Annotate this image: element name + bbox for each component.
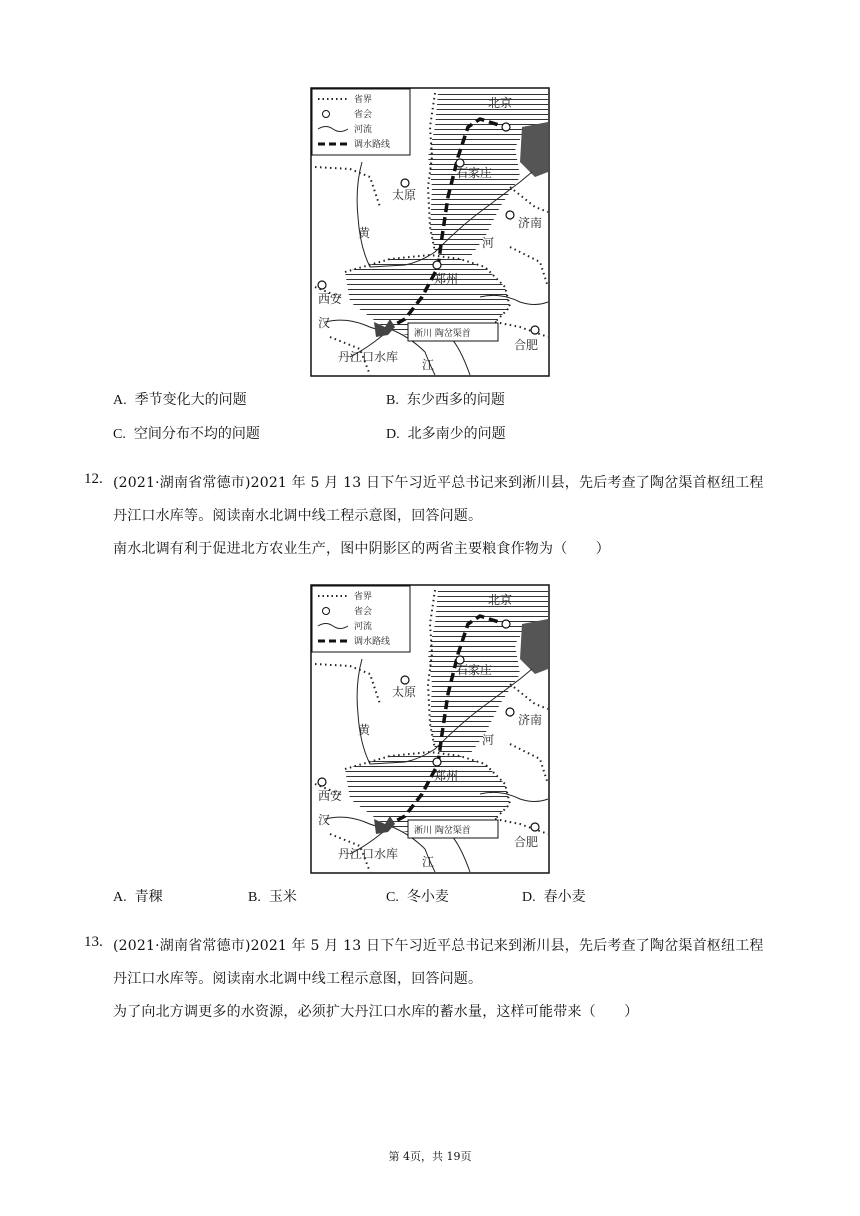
map-label-cities-taiyuan: 太原: [392, 188, 417, 202]
map-label-rivers-he: 河: [482, 236, 495, 250]
q11-option-c[interactable]: C. 空间分布不均的问题: [113, 426, 260, 442]
q11-option-b[interactable]: B. 东少西多的问题: [386, 392, 505, 408]
map-label-cities-zhengzhou: 郑州: [434, 272, 459, 286]
map-label-rivers-jiang: 江: [422, 358, 435, 372]
south-north-water-map-1: [310, 87, 550, 377]
map-label-rivers-han: 汉: [318, 316, 331, 330]
map-label-legend-0: 省界: [354, 592, 373, 602]
map-label-rivers-han: 汉: [318, 813, 331, 827]
map-label-legend-3: 调水路线: [354, 637, 391, 647]
q12-number: 12.: [84, 471, 103, 487]
q13-stem-line1: (2021·湖南省常德市)2021 年 5 月 13 日下午习近平总书记来到淅川县，先后考查了陶岔渠首枢纽工程: [113, 938, 764, 954]
map-label-cities-jinan: 济南: [518, 713, 543, 727]
q13-stem-line2: 丹江口水库等。阅读南水北调中线工程示意图，回答问题。: [113, 971, 483, 987]
map-label-legend-1: 省会: [354, 110, 373, 120]
south-north-water-map-2: [310, 584, 550, 874]
map-label-cities-canal_head: 淅川 陶岔渠首: [414, 826, 471, 836]
q11-option-a[interactable]: A. 季节变化大的问题: [113, 392, 247, 408]
map-label-rivers-huang: 黄: [358, 226, 371, 240]
map-label-cities-zhengzhou: 郑州: [434, 769, 459, 783]
map-label-cities-xian: 西安: [318, 292, 343, 306]
q12-option-d[interactable]: D. 春小麦: [522, 889, 586, 905]
q12-question: 南水北调有利于促进北方农业生产，图中阴影区的两省主要粮食作物为（ ）: [113, 541, 610, 557]
map-label-cities-reservoir: 丹江口水库: [338, 847, 399, 861]
q13-number: 13.: [84, 934, 103, 950]
q13-question: 为了向北方调更多的水资源，必须扩大丹江口水库的蓄水量，这样可能带来（ ）: [113, 1004, 639, 1020]
q11-option-d[interactable]: D. 北多南少的问题: [386, 426, 506, 442]
map-label-cities-shijiazhuang: 石家庄: [456, 166, 493, 180]
map-label-cities-canal_head: 淅川 陶岔渠首: [414, 329, 471, 339]
map-label-cities-xian: 西安: [318, 789, 343, 803]
map-label-cities-taiyuan: 太原: [392, 685, 417, 699]
page-footer: 第 4页，共 19页: [388, 1150, 472, 1163]
map-label-legend-2: 河流: [354, 622, 373, 632]
map-label-legend-2: 河流: [354, 125, 373, 135]
map-label-cities-jinan: 济南: [518, 216, 543, 230]
map-label-cities-shijiazhuang: 石家庄: [456, 663, 493, 677]
map-label-cities-hefei: 合肥: [514, 835, 539, 849]
map-label-legend-1: 省会: [354, 607, 373, 617]
map-label-rivers-jiang: 江: [422, 855, 435, 869]
map-label-rivers-he: 河: [482, 733, 495, 747]
q12-option-a[interactable]: A. 青稞: [113, 889, 163, 905]
map-label-cities-hefei: 合肥: [514, 338, 539, 352]
map-label-legend-3: 调水路线: [354, 140, 391, 150]
q12-option-b[interactable]: B. 玉米: [248, 889, 297, 905]
map-label-legend-0: 省界: [354, 95, 373, 105]
q12-stem-line1: (2021·湖南省常德市)2021 年 5 月 13 日下午习近平总书记来到淅川县，先后考查了陶岔渠首枢纽工程: [113, 475, 764, 491]
map-label-cities-reservoir: 丹江口水库: [338, 350, 399, 364]
map-label-cities-beijing: 北京: [488, 593, 513, 607]
map-label-rivers-huang: 黄: [358, 723, 371, 737]
q12-stem-line2: 丹江口水库等。阅读南水北调中线工程示意图，回答问题。: [113, 508, 483, 524]
q12-option-c[interactable]: C. 冬小麦: [386, 889, 449, 905]
map-label-cities-beijing: 北京: [488, 96, 513, 110]
